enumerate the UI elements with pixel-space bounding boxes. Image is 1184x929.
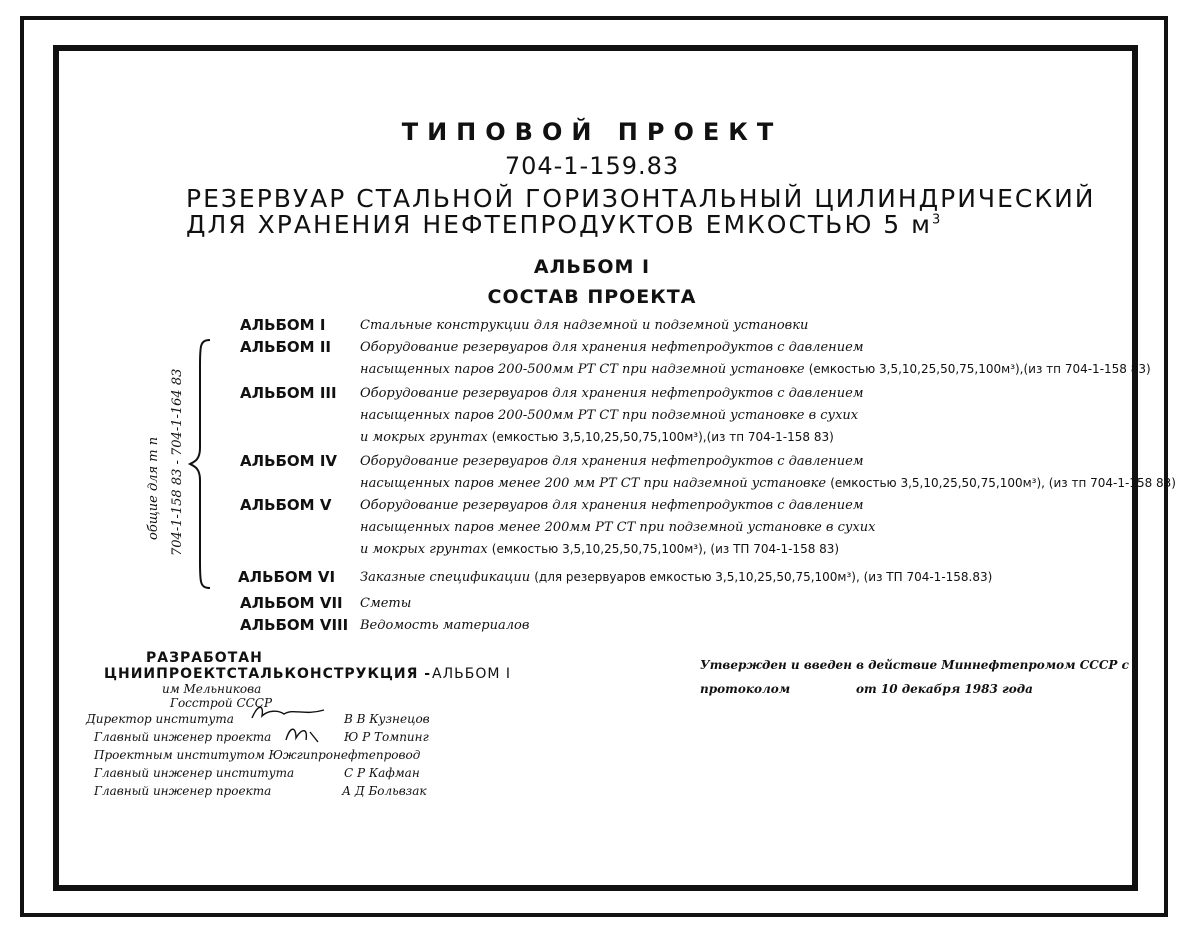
album-7-line-1: Сметы <box>360 596 412 611</box>
developer-sub-1: им Мельникова <box>162 682 262 696</box>
side-note-line-1: общие для т п <box>146 436 161 540</box>
album-8-label: АЛЬБОМ VIII <box>240 616 349 634</box>
album-8-line-1: Ведомость материалов <box>360 618 530 633</box>
signature-role-2: Главный инженер проекта <box>94 730 272 744</box>
signature-name-2: Ю Р Томпинг <box>344 730 429 744</box>
developer-album: АЛЬБОМ I <box>432 666 511 682</box>
album-5-ref: (емкостью 3,5,10,25,50,75,100м³), (из ТП 704-1-158 83) <box>491 542 840 556</box>
signature-role-4: Главный инженер института <box>94 766 295 780</box>
album-2-line-1: Оборудование резервуаров для хранения нефтепродуктов с давлением <box>360 340 864 355</box>
project-code: 704-1-159.83 <box>504 152 680 180</box>
album-5-label: АЛЬБОМ V <box>240 496 332 514</box>
side-note-line-2: 704-1-158 83 - 704-1-164 83 <box>170 368 185 556</box>
contents-heading: СОСТАВ ПРОЕКТА <box>487 286 697 308</box>
signature-name-5: А Д Больвзак <box>342 784 427 798</box>
signature-name-4: С Р Кафман <box>344 766 420 780</box>
album-4-line-1: Оборудование резервуаров для хранения нефтепродуктов с давлением <box>360 454 864 469</box>
album-5-line-3: и мокрых грунтах (емкостью 3,5,10,25,50,75,100м³), (из ТП 704-1-158 83) <box>360 542 840 557</box>
signature-scribble-1 <box>248 702 328 724</box>
album-2-ref: (емкостью 3,5,10,25,50,75,100м³),(из тп 704-1-158 83) <box>808 362 1151 376</box>
signature-role-3: Проектным институтом Южгипронефтепровод <box>94 748 421 762</box>
approval-date: от 10 декабря 1983 года <box>856 682 1033 696</box>
album-3-label: АЛЬБОМ III <box>240 384 337 402</box>
grouping-brace <box>188 336 218 592</box>
title-superscript: 3 <box>931 212 943 228</box>
album-4-ref: (емкостью 3,5,10,25,50,75,100м³), (из тп 704-1-158 83) <box>830 476 1176 490</box>
title-line-2: ДЛЯ ХРАНЕНИЯ НЕФТЕПРОДУКТОВ ЕМКОСТЬЮ 5 $м^3$ <box>186 210 943 239</box>
album-1-label: АЛЬБОМ I <box>240 316 326 334</box>
developer-org: ЦНИИПРОЕКТСТАЛЬКОНСТРУКЦИЯ - <box>104 666 432 682</box>
album-4-line-2: насыщенных паров менее 200 мм РТ СТ при надземной установке (емкостью 3,5,10,25,50,75,100м³), (из тп 704-1-158 83) <box>360 476 1176 491</box>
title-line-1: РЕЗЕРВУАР СТАЛЬНОЙ ГОРИЗОНТАЛЬНЫЙ ЦИЛИНДРИЧЕСКИЙ <box>186 184 1096 213</box>
album-1-line-1: Стальные конструкции для надземной и подземной установки <box>360 318 809 333</box>
signature-name-1: В В Кузнецов <box>344 712 430 726</box>
album-3-line-2: насыщенных паров 200-500мм РТ СТ при подземной установке в сухих <box>360 408 859 423</box>
album-6-label: АЛЬБОМ VI <box>238 568 336 586</box>
approval-line-1: Утвержден и введен в действие Миннефтепромом СССР с <box>700 658 1129 672</box>
album-6-line-1: Заказные спецификации (для резервуаров емкостью 3,5,10,25,50,75,100м³), (из ТП 704-1-158.83) <box>360 570 993 585</box>
album-3-ref: (емкостью 3,5,10,25,50,75,100м³),(из тп 704-1-158 83) <box>491 430 834 444</box>
approval-protocol: протоколом <box>700 682 791 696</box>
signature-role-5: Главный инженер проекта <box>94 784 272 798</box>
signature-scribble-2 <box>282 722 322 746</box>
album-7-label: АЛЬБОМ VII <box>240 594 343 612</box>
album-2-label: АЛЬБОМ II <box>240 338 331 356</box>
album-3-line-3: и мокрых грунтах (емкостью 3,5,10,25,50,75,100м³),(из тп 704-1-158 83) <box>360 430 834 445</box>
album-6-ref: (для резервуаров емкостью 3,5,10,25,50,75,100м³), (из ТП 704-1-158.83) <box>534 570 993 584</box>
album-2-line-2: насыщенных паров 200-500мм РТ СТ при надземной установке (емкостью 3,5,10,25,50,75,100м³),(из тп 704-1-158 83) <box>360 362 1151 377</box>
album-3-line-1: Оборудование резервуаров для хранения нефтепродуктов с давлением <box>360 386 864 401</box>
album-5-line-2: насыщенных паров менее 200мм РТ СТ при подземной установке в сухих <box>360 520 876 535</box>
developer-sub-2: Госстрой СССР <box>170 696 273 710</box>
signature-role-1: Директор института <box>86 712 234 726</box>
album-heading: АЛЬБОМ I <box>533 256 651 278</box>
developer-heading: РАЗРАБОТАН <box>146 650 263 666</box>
document-kind: ТИПОВОЙ ПРОЕКТ <box>401 118 783 146</box>
album-4-label: АЛЬБОМ IV <box>240 452 338 470</box>
album-5-line-1: Оборудование резервуаров для хранения нефтепродуктов с давлением <box>360 498 864 513</box>
